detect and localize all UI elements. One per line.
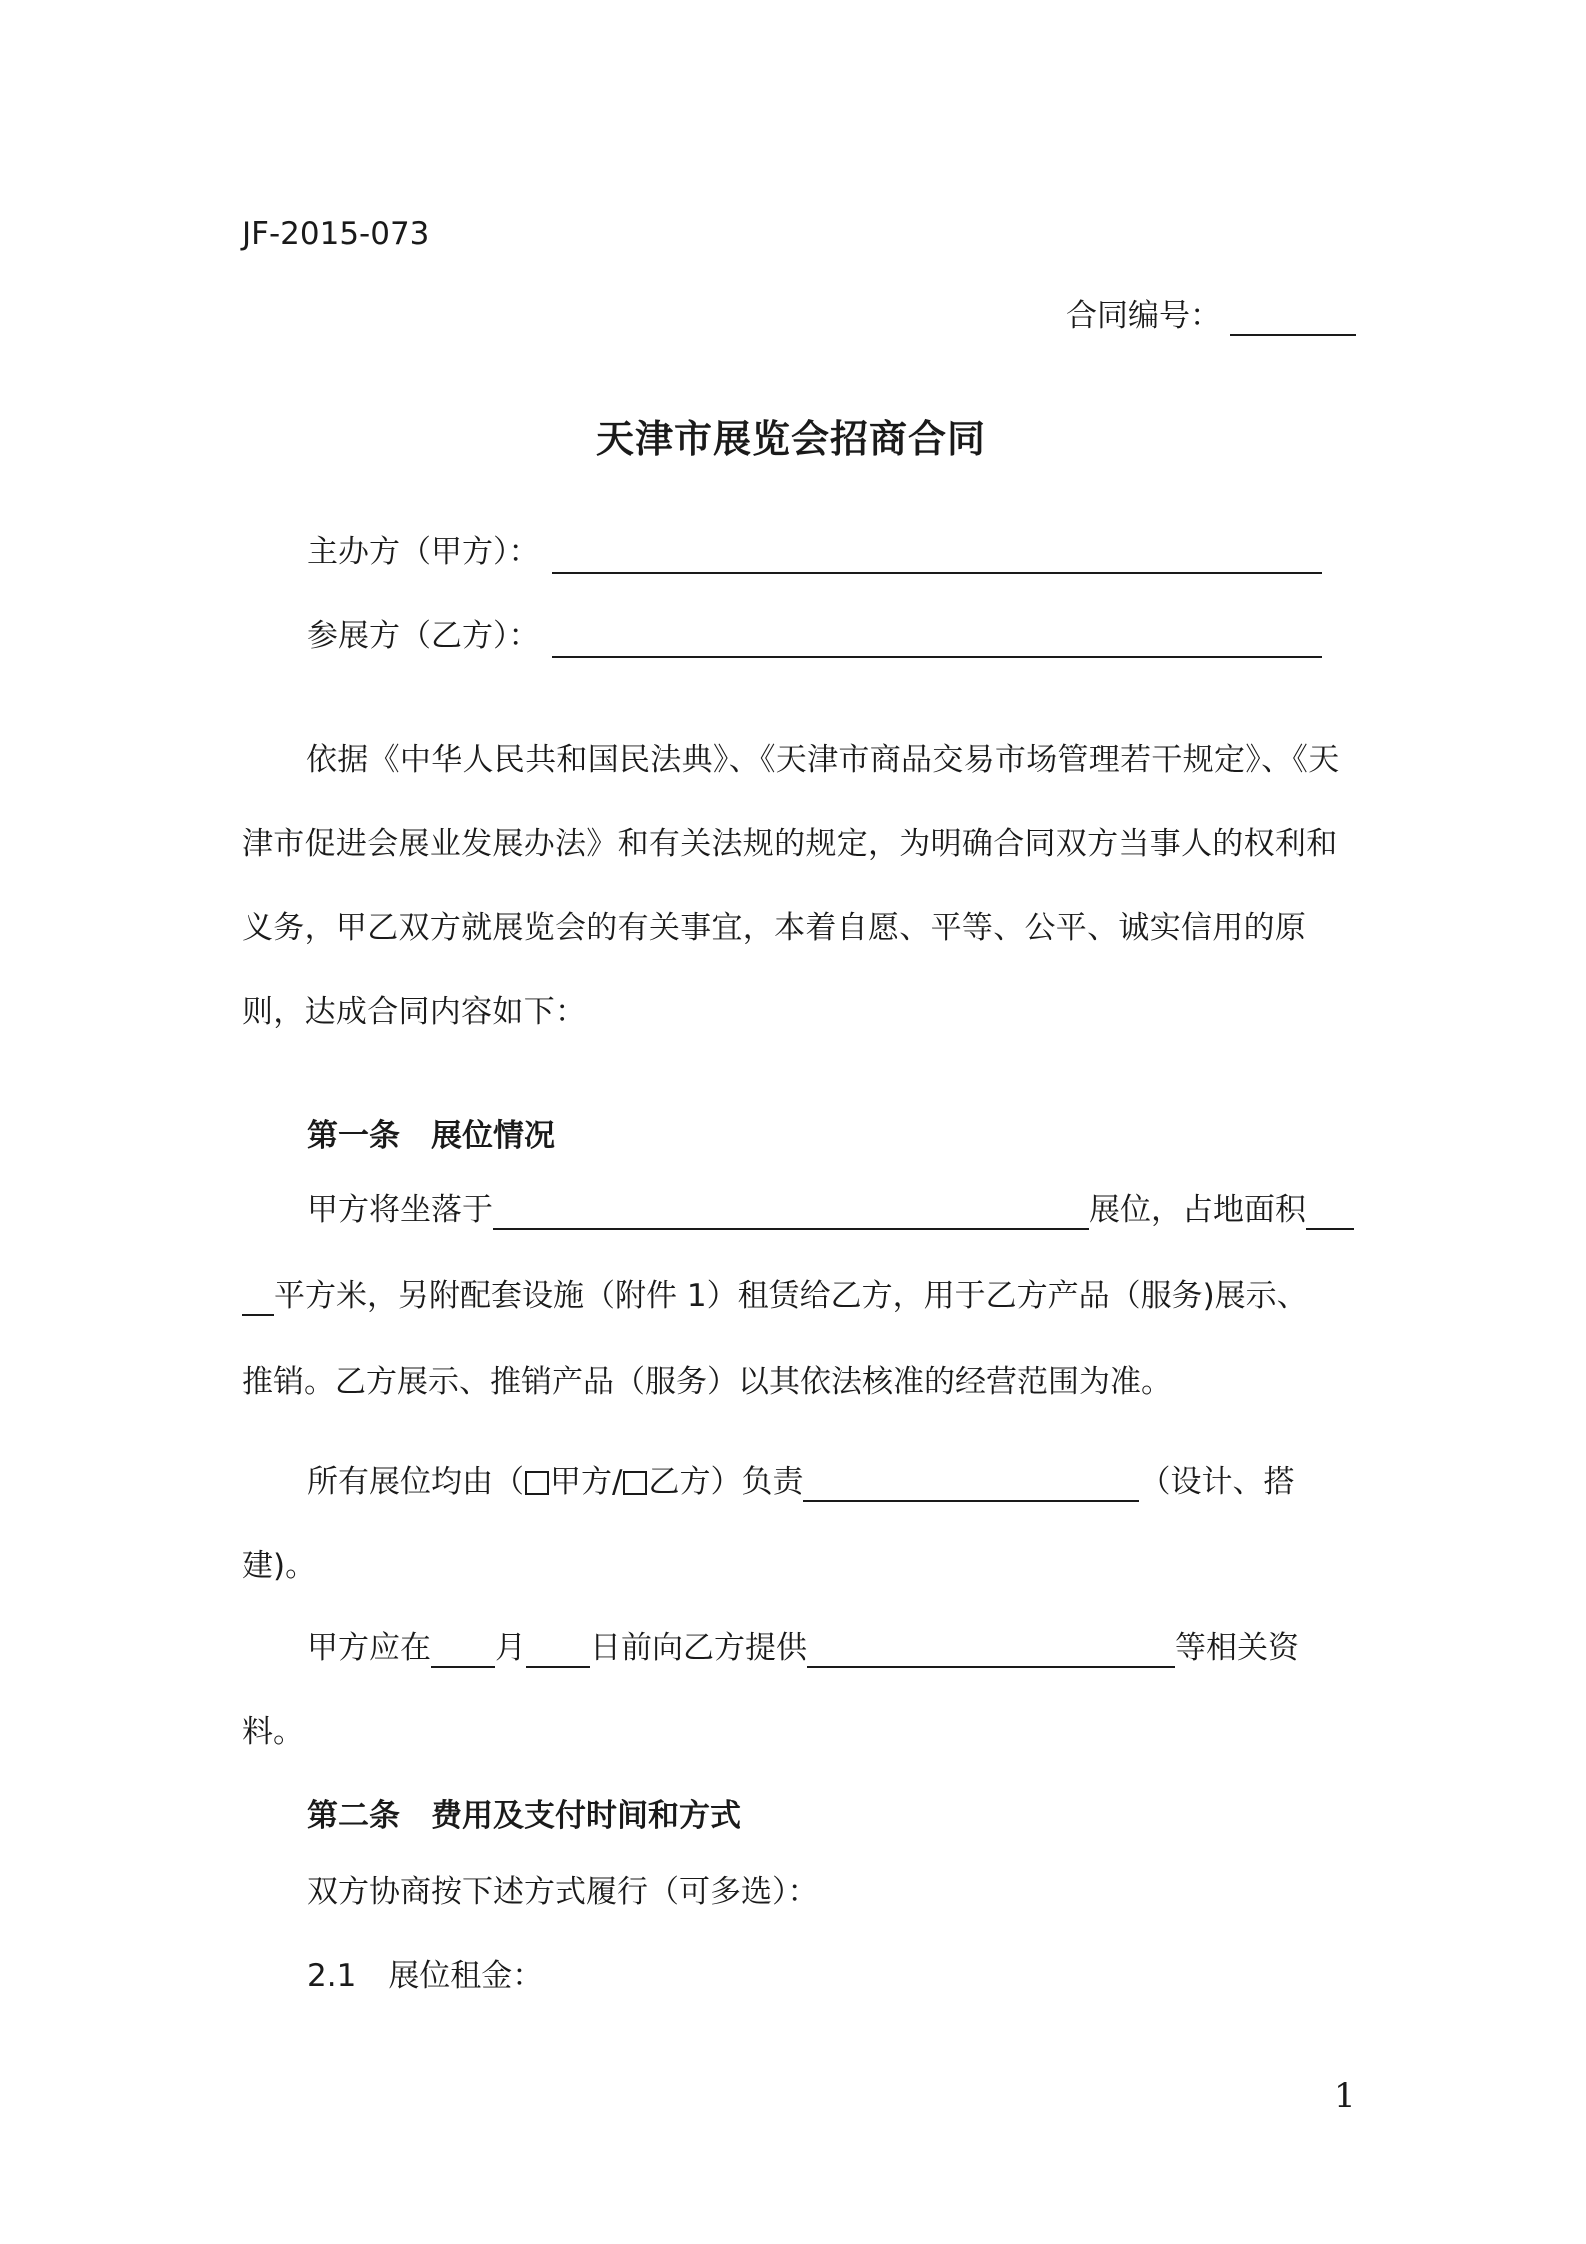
- responsibility-field[interactable]: [803, 1466, 1139, 1502]
- article2-heading: 第二条 费用及支付时间和方式: [307, 1798, 741, 1834]
- booth-party-a: 甲方/: [550, 1464, 623, 1500]
- deadline-text-d: 料。: [242, 1714, 304, 1750]
- deadline-line: [307, 1628, 1299, 1668]
- area-field-end[interactable]: [242, 1280, 274, 1316]
- party-b-label: 参展方（乙方）：: [307, 618, 540, 654]
- deadline-day-field[interactable]: [526, 1632, 590, 1668]
- page-title: 天津市展览会招商合同: [596, 417, 987, 461]
- party-a-checkbox[interactable]: [525, 1471, 549, 1495]
- booth-party-b: 乙方）负责: [648, 1464, 804, 1500]
- article1-line2-text: 平方米，另附配套设施（附件 1）租赁给乙方，用于乙方产品（服务)展示、: [274, 1278, 1308, 1314]
- article1-line2: [242, 1276, 1308, 1316]
- deadline-month-label: 月: [495, 1630, 526, 1666]
- party-a-label: 主办方（甲方）：: [307, 534, 540, 570]
- article1-line1: [307, 1190, 1354, 1230]
- article2-intro: 双方协商按下述方式履行（可多选）：: [307, 1874, 819, 1910]
- preamble-paragraph: 依据《中华人民共和国民法典》、《天津市商品交易市场管理若干规定》、《天津市促进会展业发展办法》和有关法规的规定，为明确合同双方当事人的权利和义务，甲乙双方就展览会的有关事宜，本着自愿、平等、公平、诚实信用的原则，达成合同内容如下：: [242, 742, 1340, 1030]
- contract-number-label: 合同编号：: [1066, 298, 1221, 334]
- document-code: JF-2015-073: [242, 216, 430, 252]
- booth-location-field[interactable]: [493, 1194, 1089, 1230]
- booth-text-a: 所有展位均由（: [307, 1464, 524, 1500]
- deadline-text-b: 日前向乙方提供: [590, 1630, 807, 1666]
- article2-item-label: 展位租金：: [388, 1958, 544, 1994]
- booth-responsibility-line: [307, 1462, 1294, 1502]
- booth-text-c: （设计、搭: [1139, 1464, 1295, 1500]
- deadline-month-field[interactable]: [431, 1632, 495, 1668]
- article1-heading: 第一条 展位情况: [307, 1118, 555, 1154]
- party-b-checkbox[interactable]: [623, 1471, 647, 1495]
- deadline-text-c: 等相关资: [1175, 1630, 1299, 1666]
- article1-line1-text-a: 甲方将坐落于: [307, 1192, 493, 1228]
- party-b-field[interactable]: [552, 656, 1322, 658]
- article1-line1-text-b: 展位，占地面积: [1089, 1192, 1306, 1228]
- article2-item: [307, 1956, 543, 1996]
- party-a-field[interactable]: [552, 572, 1322, 574]
- article2-item-number: 2.1: [307, 1958, 357, 1994]
- page-number: 1: [1334, 2076, 1356, 2116]
- area-field-start[interactable]: [1306, 1194, 1354, 1230]
- materials-field[interactable]: [807, 1632, 1175, 1668]
- article1-line3: 推销。乙方展示、推销产品（服务）以其依法核准的经营范围为准。: [242, 1364, 1172, 1400]
- deadline-text-a: 甲方应在: [307, 1630, 431, 1666]
- contract-number-field[interactable]: [1230, 334, 1356, 336]
- booth-text-d: 建)。: [242, 1548, 317, 1584]
